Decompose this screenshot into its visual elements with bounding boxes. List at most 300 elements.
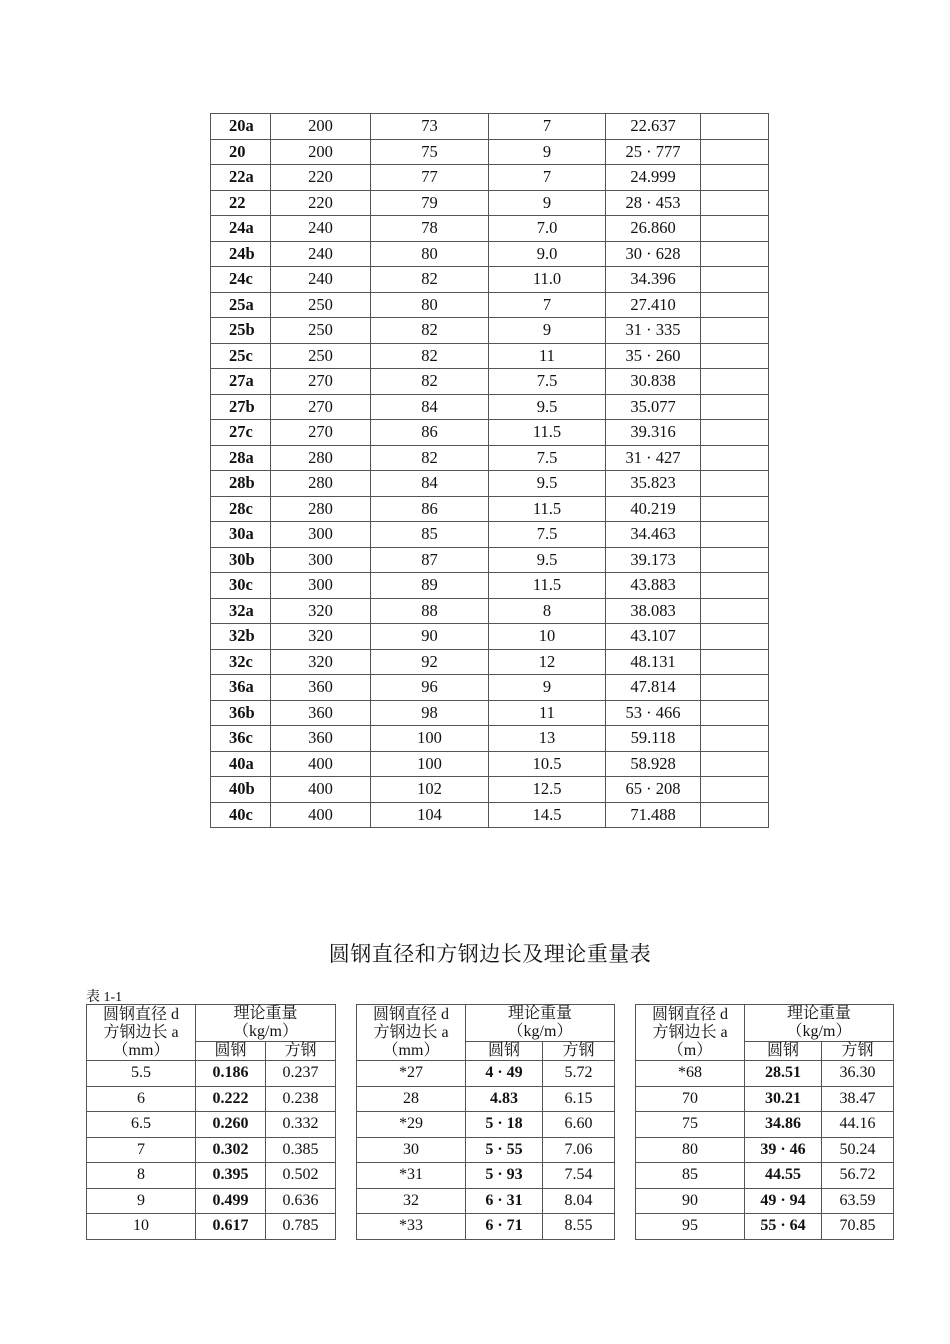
table-cell: 220 bbox=[271, 165, 371, 191]
table-cell: 27a bbox=[211, 369, 271, 395]
table-cell: 24a bbox=[211, 216, 271, 242]
table-cell: 48.131 bbox=[606, 649, 701, 675]
table-cell: 95 bbox=[636, 1214, 745, 1240]
table-row bbox=[211, 369, 769, 395]
table-cell: 79 bbox=[371, 190, 489, 216]
table-cell: 7.5 bbox=[489, 369, 606, 395]
table-cell: 9 bbox=[87, 1188, 196, 1214]
table-cell: 5 · 55 bbox=[466, 1137, 543, 1163]
size-header bbox=[636, 1005, 745, 1061]
table-cell: 36b bbox=[211, 700, 271, 726]
table-cell: 40.219 bbox=[606, 496, 701, 522]
table-cell: 360 bbox=[271, 675, 371, 701]
table-cell: 30.838 bbox=[606, 369, 701, 395]
table-cell: *31 bbox=[357, 1163, 466, 1189]
table-row bbox=[211, 139, 769, 165]
table-cell: 73 bbox=[371, 114, 489, 140]
table-cell: 89 bbox=[371, 573, 489, 599]
table-cell: 100 bbox=[371, 726, 489, 752]
table-cell: 84 bbox=[371, 394, 489, 420]
table-cell: 31 · 427 bbox=[606, 445, 701, 471]
table-cell: 32 bbox=[357, 1188, 466, 1214]
table-cell: 75 bbox=[636, 1112, 745, 1138]
table-cell: 240 bbox=[271, 241, 371, 267]
size-header-line: 圆钢直径 d bbox=[372, 1006, 449, 1023]
table-cell: 22 bbox=[211, 190, 271, 216]
column-gap bbox=[336, 1163, 357, 1189]
size-header-line: （mm） bbox=[382, 1042, 440, 1059]
table-cell: 6 bbox=[87, 1086, 196, 1112]
header-row bbox=[87, 1005, 894, 1042]
column-gap bbox=[615, 1112, 636, 1138]
table-cell bbox=[701, 751, 769, 777]
table-cell: 34.463 bbox=[606, 522, 701, 548]
column-gap bbox=[615, 1137, 636, 1163]
size-header-line: 方钢边长 a bbox=[652, 1024, 728, 1041]
table-cell: 80 bbox=[371, 292, 489, 318]
table-cell: 102 bbox=[371, 777, 489, 803]
table-cell: 6.5 bbox=[87, 1112, 196, 1138]
table-cell: 0.385 bbox=[266, 1137, 336, 1163]
table-cell: 0.302 bbox=[196, 1137, 266, 1163]
table-cell: 11 bbox=[489, 700, 606, 726]
table-cell: 20 bbox=[211, 139, 271, 165]
table-cell: 10.5 bbox=[489, 751, 606, 777]
weight-header-line: （kg/m） bbox=[786, 1023, 852, 1040]
table-cell: 80 bbox=[636, 1137, 745, 1163]
weight-header-line: 理论重量 bbox=[507, 1005, 572, 1022]
table-cell: 35.823 bbox=[606, 471, 701, 497]
size-header bbox=[87, 1005, 196, 1061]
table-cell: 63.59 bbox=[822, 1188, 894, 1214]
table-cell: 8 bbox=[489, 598, 606, 624]
table-cell: 11.5 bbox=[489, 420, 606, 446]
table-cell: 58.928 bbox=[606, 751, 701, 777]
table-cell bbox=[701, 318, 769, 344]
table-cell: 400 bbox=[271, 751, 371, 777]
table-cell: 82 bbox=[371, 445, 489, 471]
table-row bbox=[211, 700, 769, 726]
table-cell: 11.0 bbox=[489, 267, 606, 293]
table-cell: 9 bbox=[489, 139, 606, 165]
table-cell: 39.316 bbox=[606, 420, 701, 446]
table-cell: 25a bbox=[211, 292, 271, 318]
table-cell: 0.395 bbox=[196, 1163, 266, 1189]
table-cell: 7.5 bbox=[489, 445, 606, 471]
table-cell: 24b bbox=[211, 241, 271, 267]
table-cell: 320 bbox=[271, 598, 371, 624]
table-cell: 38.083 bbox=[606, 598, 701, 624]
table-cell: 30c bbox=[211, 573, 271, 599]
column-gap bbox=[336, 1188, 357, 1214]
table-cell: 44.55 bbox=[745, 1163, 822, 1189]
table-cell: 7.0 bbox=[489, 216, 606, 242]
table-cell: 9.0 bbox=[489, 241, 606, 267]
table-cell: 12 bbox=[489, 649, 606, 675]
square-steel-header: 方钢 bbox=[822, 1042, 894, 1061]
table-row bbox=[87, 1086, 894, 1112]
table-cell: 32a bbox=[211, 598, 271, 624]
column-gap bbox=[336, 1086, 357, 1112]
size-header-line: 方钢边长 a bbox=[373, 1024, 449, 1041]
table-row bbox=[87, 1188, 894, 1214]
table-row bbox=[211, 190, 769, 216]
table-cell: 360 bbox=[271, 726, 371, 752]
table-cell: 0.499 bbox=[196, 1188, 266, 1214]
table-cell: 360 bbox=[271, 700, 371, 726]
table-cell: 7 bbox=[489, 292, 606, 318]
table-cell: 7.54 bbox=[543, 1163, 615, 1189]
table-row bbox=[211, 777, 769, 803]
table-cell: 300 bbox=[271, 522, 371, 548]
table-cell: 28.51 bbox=[745, 1061, 822, 1087]
table-cell: 200 bbox=[271, 114, 371, 140]
table-cell: 56.72 bbox=[822, 1163, 894, 1189]
square-steel-header: 方钢 bbox=[543, 1042, 615, 1061]
table-row bbox=[211, 420, 769, 446]
page-title: 圆钢直径和方钢边长及理论重量表 bbox=[328, 942, 652, 966]
table-cell: 0.222 bbox=[196, 1086, 266, 1112]
table-cell: 9.5 bbox=[489, 547, 606, 573]
table-cell: 6 · 31 bbox=[466, 1188, 543, 1214]
table-row bbox=[211, 445, 769, 471]
table-cell: 24.999 bbox=[606, 165, 701, 191]
table-cell: 0.186 bbox=[196, 1061, 266, 1087]
table-cell: 9.5 bbox=[489, 471, 606, 497]
table-cell: 43.107 bbox=[606, 624, 701, 650]
table-cell bbox=[701, 547, 769, 573]
table-cell: 36c bbox=[211, 726, 271, 752]
table-cell: 9 bbox=[489, 318, 606, 344]
table-cell: 40a bbox=[211, 751, 271, 777]
table-cell bbox=[701, 369, 769, 395]
table-cell: 5.5 bbox=[87, 1061, 196, 1087]
table-cell bbox=[701, 522, 769, 548]
table-cell bbox=[701, 241, 769, 267]
size-header-line: 圆钢直径 d bbox=[651, 1006, 728, 1023]
table-cell: 98 bbox=[371, 700, 489, 726]
table-cell: 400 bbox=[271, 777, 371, 803]
table-cell bbox=[701, 675, 769, 701]
table-row bbox=[211, 471, 769, 497]
table-cell: 30 · 628 bbox=[606, 241, 701, 267]
table-cell: 5 · 18 bbox=[466, 1112, 543, 1138]
table-cell: 20a bbox=[211, 114, 271, 140]
table-cell: 7 bbox=[489, 114, 606, 140]
table-cell: 35.077 bbox=[606, 394, 701, 420]
table-cell: 24c bbox=[211, 267, 271, 293]
table-cell: 9.5 bbox=[489, 394, 606, 420]
table-cell bbox=[701, 471, 769, 497]
table-cell: 0.636 bbox=[266, 1188, 336, 1214]
table-cell bbox=[701, 445, 769, 471]
table-cell: 77 bbox=[371, 165, 489, 191]
column-gap bbox=[336, 1005, 357, 1061]
table-cell: 86 bbox=[371, 496, 489, 522]
table-cell: 14.5 bbox=[489, 802, 606, 828]
table-cell: 5.72 bbox=[543, 1061, 615, 1087]
table-row bbox=[211, 241, 769, 267]
table-cell: 30a bbox=[211, 522, 271, 548]
table-cell: 50.24 bbox=[822, 1137, 894, 1163]
table-cell: 44.16 bbox=[822, 1112, 894, 1138]
channel-steel-table bbox=[210, 113, 769, 828]
table-row bbox=[211, 751, 769, 777]
square-steel-header: 方钢 bbox=[266, 1042, 336, 1061]
table-row bbox=[211, 343, 769, 369]
steel-weight-table bbox=[86, 1004, 894, 1240]
table-cell: 0.502 bbox=[266, 1163, 336, 1189]
table-cell: 7.5 bbox=[489, 522, 606, 548]
table-cell bbox=[701, 726, 769, 752]
table-cell: 75 bbox=[371, 139, 489, 165]
table-cell: 28 · 453 bbox=[606, 190, 701, 216]
table-cell: 40c bbox=[211, 802, 271, 828]
table-cell: 32b bbox=[211, 624, 271, 650]
table-row bbox=[211, 496, 769, 522]
table-cell bbox=[701, 598, 769, 624]
table-cell: 84 bbox=[371, 471, 489, 497]
table-cell: 90 bbox=[371, 624, 489, 650]
weight-header-line: （kg/m） bbox=[507, 1023, 573, 1040]
table-cell: *33 bbox=[357, 1214, 466, 1240]
table-row bbox=[211, 522, 769, 548]
column-gap bbox=[336, 1214, 357, 1240]
size-header-line: 圆钢直径 d bbox=[102, 1006, 179, 1023]
table-cell: 59.118 bbox=[606, 726, 701, 752]
table-row bbox=[87, 1214, 894, 1240]
table-cell: 280 bbox=[271, 496, 371, 522]
table-cell: 88 bbox=[371, 598, 489, 624]
table-cell: 28b bbox=[211, 471, 271, 497]
table-cell: 27c bbox=[211, 420, 271, 446]
table-cell: 22.637 bbox=[606, 114, 701, 140]
table-cell bbox=[701, 292, 769, 318]
table-cell: 71.488 bbox=[606, 802, 701, 828]
table-row bbox=[87, 1137, 894, 1163]
table-cell: 49 · 94 bbox=[745, 1188, 822, 1214]
column-gap bbox=[615, 1214, 636, 1240]
table-cell: 0.237 bbox=[266, 1061, 336, 1087]
table-cell: 10 bbox=[87, 1214, 196, 1240]
table-cell: 8.04 bbox=[543, 1188, 615, 1214]
table-cell: 30b bbox=[211, 547, 271, 573]
table-cell: 11 bbox=[489, 343, 606, 369]
table-row bbox=[211, 624, 769, 650]
table-cell: 5 · 93 bbox=[466, 1163, 543, 1189]
column-gap bbox=[336, 1061, 357, 1087]
table-cell: 96 bbox=[371, 675, 489, 701]
weight-header-line: 理论重量 bbox=[786, 1005, 851, 1022]
table-cell: 80 bbox=[371, 241, 489, 267]
table-cell: 28 bbox=[357, 1086, 466, 1112]
header-subrow bbox=[87, 1042, 894, 1061]
table-cell: 39.173 bbox=[606, 547, 701, 573]
table-cell: 7 bbox=[489, 165, 606, 191]
table-cell: 13 bbox=[489, 726, 606, 752]
size-header-line: （m） bbox=[667, 1042, 713, 1059]
table-cell: 43.883 bbox=[606, 573, 701, 599]
table-cell: 280 bbox=[271, 471, 371, 497]
table-cell bbox=[701, 700, 769, 726]
weight-header bbox=[466, 1005, 615, 1042]
table-cell: 300 bbox=[271, 547, 371, 573]
table-cell bbox=[701, 802, 769, 828]
table-cell: 25 · 777 bbox=[606, 139, 701, 165]
table-cell: 12.5 bbox=[489, 777, 606, 803]
table-cell: 32c bbox=[211, 649, 271, 675]
table-row bbox=[211, 165, 769, 191]
table-cell: 70.85 bbox=[822, 1214, 894, 1240]
round-steel-header: 圆钢 bbox=[196, 1042, 266, 1061]
table-row bbox=[211, 726, 769, 752]
table-cell: 7.06 bbox=[543, 1137, 615, 1163]
table-row bbox=[211, 216, 769, 242]
table-cell: 47.814 bbox=[606, 675, 701, 701]
table-cell: *29 bbox=[357, 1112, 466, 1138]
table-cell: 400 bbox=[271, 802, 371, 828]
table-row bbox=[211, 114, 769, 140]
table-cell bbox=[701, 216, 769, 242]
table-cell: 82 bbox=[371, 318, 489, 344]
table-row bbox=[211, 267, 769, 293]
table-cell: 11.5 bbox=[489, 573, 606, 599]
size-header-line: （mm） bbox=[112, 1042, 170, 1059]
table-cell: 26.860 bbox=[606, 216, 701, 242]
table-row bbox=[87, 1061, 894, 1087]
table-row bbox=[211, 318, 769, 344]
table-cell bbox=[701, 139, 769, 165]
table-cell: 6 · 71 bbox=[466, 1214, 543, 1240]
table-cell bbox=[701, 343, 769, 369]
table-cell: 82 bbox=[371, 369, 489, 395]
table-cell: 4 · 49 bbox=[466, 1061, 543, 1087]
column-gap bbox=[615, 1188, 636, 1214]
table-cell: 65 · 208 bbox=[606, 777, 701, 803]
table-row bbox=[211, 573, 769, 599]
table-cell: 240 bbox=[271, 267, 371, 293]
table-cell: 38.47 bbox=[822, 1086, 894, 1112]
table-cell: 55 · 64 bbox=[745, 1214, 822, 1240]
table-cell: 250 bbox=[271, 292, 371, 318]
table-cell: 25b bbox=[211, 318, 271, 344]
column-gap bbox=[615, 1163, 636, 1189]
weight-header bbox=[196, 1005, 336, 1042]
table-cell: 78 bbox=[371, 216, 489, 242]
table-cell: 25c bbox=[211, 343, 271, 369]
table-cell: 104 bbox=[371, 802, 489, 828]
weight-header-line: 理论重量 bbox=[233, 1005, 298, 1022]
table-cell: 70 bbox=[636, 1086, 745, 1112]
table-cell: 36a bbox=[211, 675, 271, 701]
table-cell bbox=[701, 394, 769, 420]
table-cell: 82 bbox=[371, 267, 489, 293]
table-cell: 6.60 bbox=[543, 1112, 615, 1138]
weight-header-line: （kg/m） bbox=[233, 1023, 298, 1040]
table-row bbox=[211, 649, 769, 675]
table-cell: 280 bbox=[271, 445, 371, 471]
table-cell bbox=[701, 649, 769, 675]
column-gap bbox=[336, 1137, 357, 1163]
table-cell: 53 · 466 bbox=[606, 700, 701, 726]
table-cell: 11.5 bbox=[489, 496, 606, 522]
table-cell: 9 bbox=[489, 190, 606, 216]
table-cell bbox=[701, 267, 769, 293]
weight-header bbox=[745, 1005, 894, 1042]
table-cell: 92 bbox=[371, 649, 489, 675]
table-cell: 27b bbox=[211, 394, 271, 420]
table-cell: 90 bbox=[636, 1188, 745, 1214]
round-steel-header: 圆钢 bbox=[745, 1042, 822, 1061]
table-cell: 270 bbox=[271, 369, 371, 395]
table-cell: 34.396 bbox=[606, 267, 701, 293]
table-cell: 40b bbox=[211, 777, 271, 803]
table-row bbox=[211, 802, 769, 828]
table-cell: 250 bbox=[271, 318, 371, 344]
table-cell: 34.86 bbox=[745, 1112, 822, 1138]
table-cell: 85 bbox=[636, 1163, 745, 1189]
table-cell: 82 bbox=[371, 343, 489, 369]
table-cell: 22a bbox=[211, 165, 271, 191]
column-gap bbox=[615, 1005, 636, 1061]
size-header bbox=[357, 1005, 466, 1061]
table-cell bbox=[701, 777, 769, 803]
table-cell: 8.55 bbox=[543, 1214, 615, 1240]
table-row bbox=[211, 292, 769, 318]
column-gap bbox=[615, 1061, 636, 1087]
table-row bbox=[87, 1112, 894, 1138]
table-row bbox=[211, 675, 769, 701]
table-cell: 0.785 bbox=[266, 1214, 336, 1240]
table-cell bbox=[701, 624, 769, 650]
table-cell: 86 bbox=[371, 420, 489, 446]
table-cell: 36.30 bbox=[822, 1061, 894, 1087]
table-cell: 27.410 bbox=[606, 292, 701, 318]
size-header-line: 方钢边长 a bbox=[103, 1024, 179, 1041]
table-cell: 9 bbox=[489, 675, 606, 701]
table-cell bbox=[701, 420, 769, 446]
table-row bbox=[87, 1163, 894, 1189]
table-cell: 220 bbox=[271, 190, 371, 216]
table-cell: 8 bbox=[87, 1163, 196, 1189]
table-cell: 6.15 bbox=[543, 1086, 615, 1112]
table-label: 表 1-1 bbox=[86, 990, 123, 1005]
table-cell: 85 bbox=[371, 522, 489, 548]
table-cell: 30.21 bbox=[745, 1086, 822, 1112]
table-cell: 39 · 46 bbox=[745, 1137, 822, 1163]
table-cell: 250 bbox=[271, 343, 371, 369]
round-steel-header: 圆钢 bbox=[466, 1042, 543, 1061]
table-cell: 270 bbox=[271, 420, 371, 446]
table-cell: 4.83 bbox=[466, 1086, 543, 1112]
table-cell: 28c bbox=[211, 496, 271, 522]
table-cell: 0.617 bbox=[196, 1214, 266, 1240]
table-cell bbox=[701, 190, 769, 216]
table-cell: *68 bbox=[636, 1061, 745, 1087]
table-cell: 100 bbox=[371, 751, 489, 777]
table-cell bbox=[701, 165, 769, 191]
table-cell: 240 bbox=[271, 216, 371, 242]
column-gap bbox=[615, 1086, 636, 1112]
table-cell: 320 bbox=[271, 649, 371, 675]
table-cell: 0.332 bbox=[266, 1112, 336, 1138]
table-cell bbox=[701, 114, 769, 140]
table-cell: 31 · 335 bbox=[606, 318, 701, 344]
table-row bbox=[211, 598, 769, 624]
table-cell: 7 bbox=[87, 1137, 196, 1163]
table-cell: 10 bbox=[489, 624, 606, 650]
table-cell bbox=[701, 496, 769, 522]
